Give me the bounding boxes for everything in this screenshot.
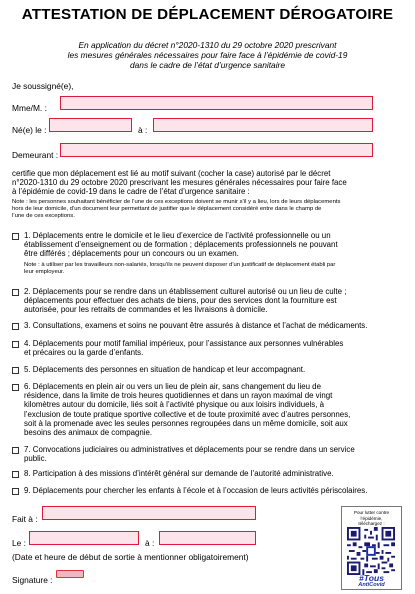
reason-6-text: 6. Déplacements en plein air ou vers un lieu de plein air, sans changement du lieu de résidence, dans la limite de trois heures quotidiennes et dans un rayon maximal de vingt kilomètres autour du domicile, liés soit à l’activité physique ou aux loisirs individuels, à l’exclusion de toute pratique sportive collective et de toute proximité avec d’autres personnes, soit à la promenade avec les seules personnes regroupées dans un même domicile, soit aux besoins des animaux de compagnie.: [24, 382, 351, 438]
time-field[interactable]: [159, 531, 256, 545]
reason-9-checkbox[interactable]: [12, 488, 19, 495]
signature-field[interactable]: [56, 570, 84, 578]
reason-3-text: 3. Consultations, examens et soins ne pouvant être assurés à distance et l’achat de médicaments.: [24, 321, 368, 330]
date-label: Le :: [12, 538, 26, 548]
date-note: (Date et heure de début de sortie à mentionner obligatoirement): [12, 552, 249, 562]
address-field[interactable]: [60, 143, 373, 157]
time-label: à :: [145, 538, 155, 548]
intro-line-3: dans le cadre de l’état d’urgence sanitaire: [129, 60, 286, 70]
certify-line-3: à l’épidémie de covid-19 dans le cadre de l’état d’urgence sanitaire :: [12, 187, 250, 196]
soussigne-label: Je soussigné(e),: [12, 81, 74, 91]
reason-5-checkbox[interactable]: [12, 367, 19, 374]
tous-logo-text: #Tous: [359, 573, 384, 583]
birthplace-field[interactable]: [153, 118, 373, 132]
address-label: Demeurant :: [12, 150, 59, 160]
name-field[interactable]: [60, 96, 373, 110]
reason-4-text: 4. Déplacements pour motif familial impérieux, pour l’assistance aux personnes vulnérables et précaires ou la garde d’enfants.: [24, 339, 344, 358]
reason-1-checkbox[interactable]: [12, 233, 19, 240]
reason-8-text: 8. Participation à des missions d’intérêt général sur demande de l’autorité administrative.: [24, 469, 334, 478]
reason-1-note-line-2: leur employeur.: [24, 268, 65, 275]
birthdate-label: Né(e) le :: [12, 125, 47, 135]
birthplace-label: à :: [138, 125, 148, 135]
certify-line-2: n°2020-1310 du 29 octobre 2020 prescrivant les mesures générales nécessaires pour faire face: [12, 178, 347, 187]
reason-1-note-line-1: Note : à utiliser par les travailleurs non-salariés, lorsqu’ils ne peuvent disposer d’un justificatif de déplacement établi par: [24, 261, 336, 268]
name-label: Mme/M. :: [12, 103, 47, 113]
certify-note-line-3: l’une de ces exceptions.: [12, 213, 75, 219]
reason-2-checkbox[interactable]: [12, 289, 19, 296]
qr-caption: Pour lutter contre l’épidémie, téléchargez :: [353, 510, 390, 527]
reason-8-checkbox[interactable]: [12, 471, 19, 478]
anticovid-logo-text: AntiCovid: [358, 582, 385, 588]
certify-note-line-2: hors de leur domicile, d’un document leur permettant de justifier que le déplacement considéré entre dans le champ de: [12, 206, 322, 212]
birthdate-field[interactable]: [49, 118, 132, 132]
reason-4-checkbox[interactable]: [12, 341, 19, 348]
reason-6-checkbox[interactable]: [12, 384, 19, 391]
date-field[interactable]: [29, 531, 139, 545]
fait-field[interactable]: [42, 506, 256, 520]
reason-9-text: 9. Déplacements pour chercher les enfants à l’école et à l’occasion de leurs activités périscolaires.: [24, 486, 368, 495]
reason-1-text: 1. Déplacements entre le domicile et le lieu d’exercice de l’activité professionnelle ou un établissement d’enseignement ou de formation ; déplacements professionnels ne pouvant être différés ; déplacements pour un concours ou un examen. Note : à utiliser par les travailleurs non-salariés, lorsqu’ils ne peuvent disposer d’un justificatif de déplacement établi par leur employeur.: [24, 231, 338, 275]
certify-note-line-1: Note : les personnes souhaitant bénéficier de l’une de ces exceptions doivent se munir s’il y a lieu, lors de leurs déplacements: [12, 199, 341, 205]
intro-line-1: En application du décret n°2020-1310 du 29 octobre 2020 prescrivant: [78, 40, 337, 50]
qr-code-icon[interactable]: [347, 527, 395, 575]
reason-7-text: 7. Convocations judiciaires ou administratives et déplacements pour se rendre dans un service public.: [24, 445, 355, 464]
document-title: ATTESTATION DE DÉPLACEMENT DÉROGATOIRE: [21, 6, 394, 23]
reason-5-text: 5. Déplacements des personnes en situation de handicap et leur accompagnant.: [24, 365, 306, 374]
signature-label: Signature :: [12, 575, 53, 585]
certify-line-1: certifie que mon déplacement est lié au motif suivant (cocher la case) autorisé par le décret: [12, 169, 331, 178]
reason-7-checkbox[interactable]: [12, 447, 19, 454]
reason-3-checkbox[interactable]: [12, 323, 19, 330]
reason-2-text: 2. Déplacements pour se rendre dans un établissement culturel autorisé ou un lieu de culte ; déplacements pour effectuer des achats de biens, pour des services dont la fourniture est autorisée, pour les retraits de commandes et les livraisons à domicile.: [24, 287, 347, 315]
intro-line-2: les mesures générales nécessaires pour faire face à l’épidémie de covid-19: [67, 50, 348, 60]
qr-panel: [341, 506, 402, 590]
fait-label: Fait à :: [12, 514, 38, 524]
